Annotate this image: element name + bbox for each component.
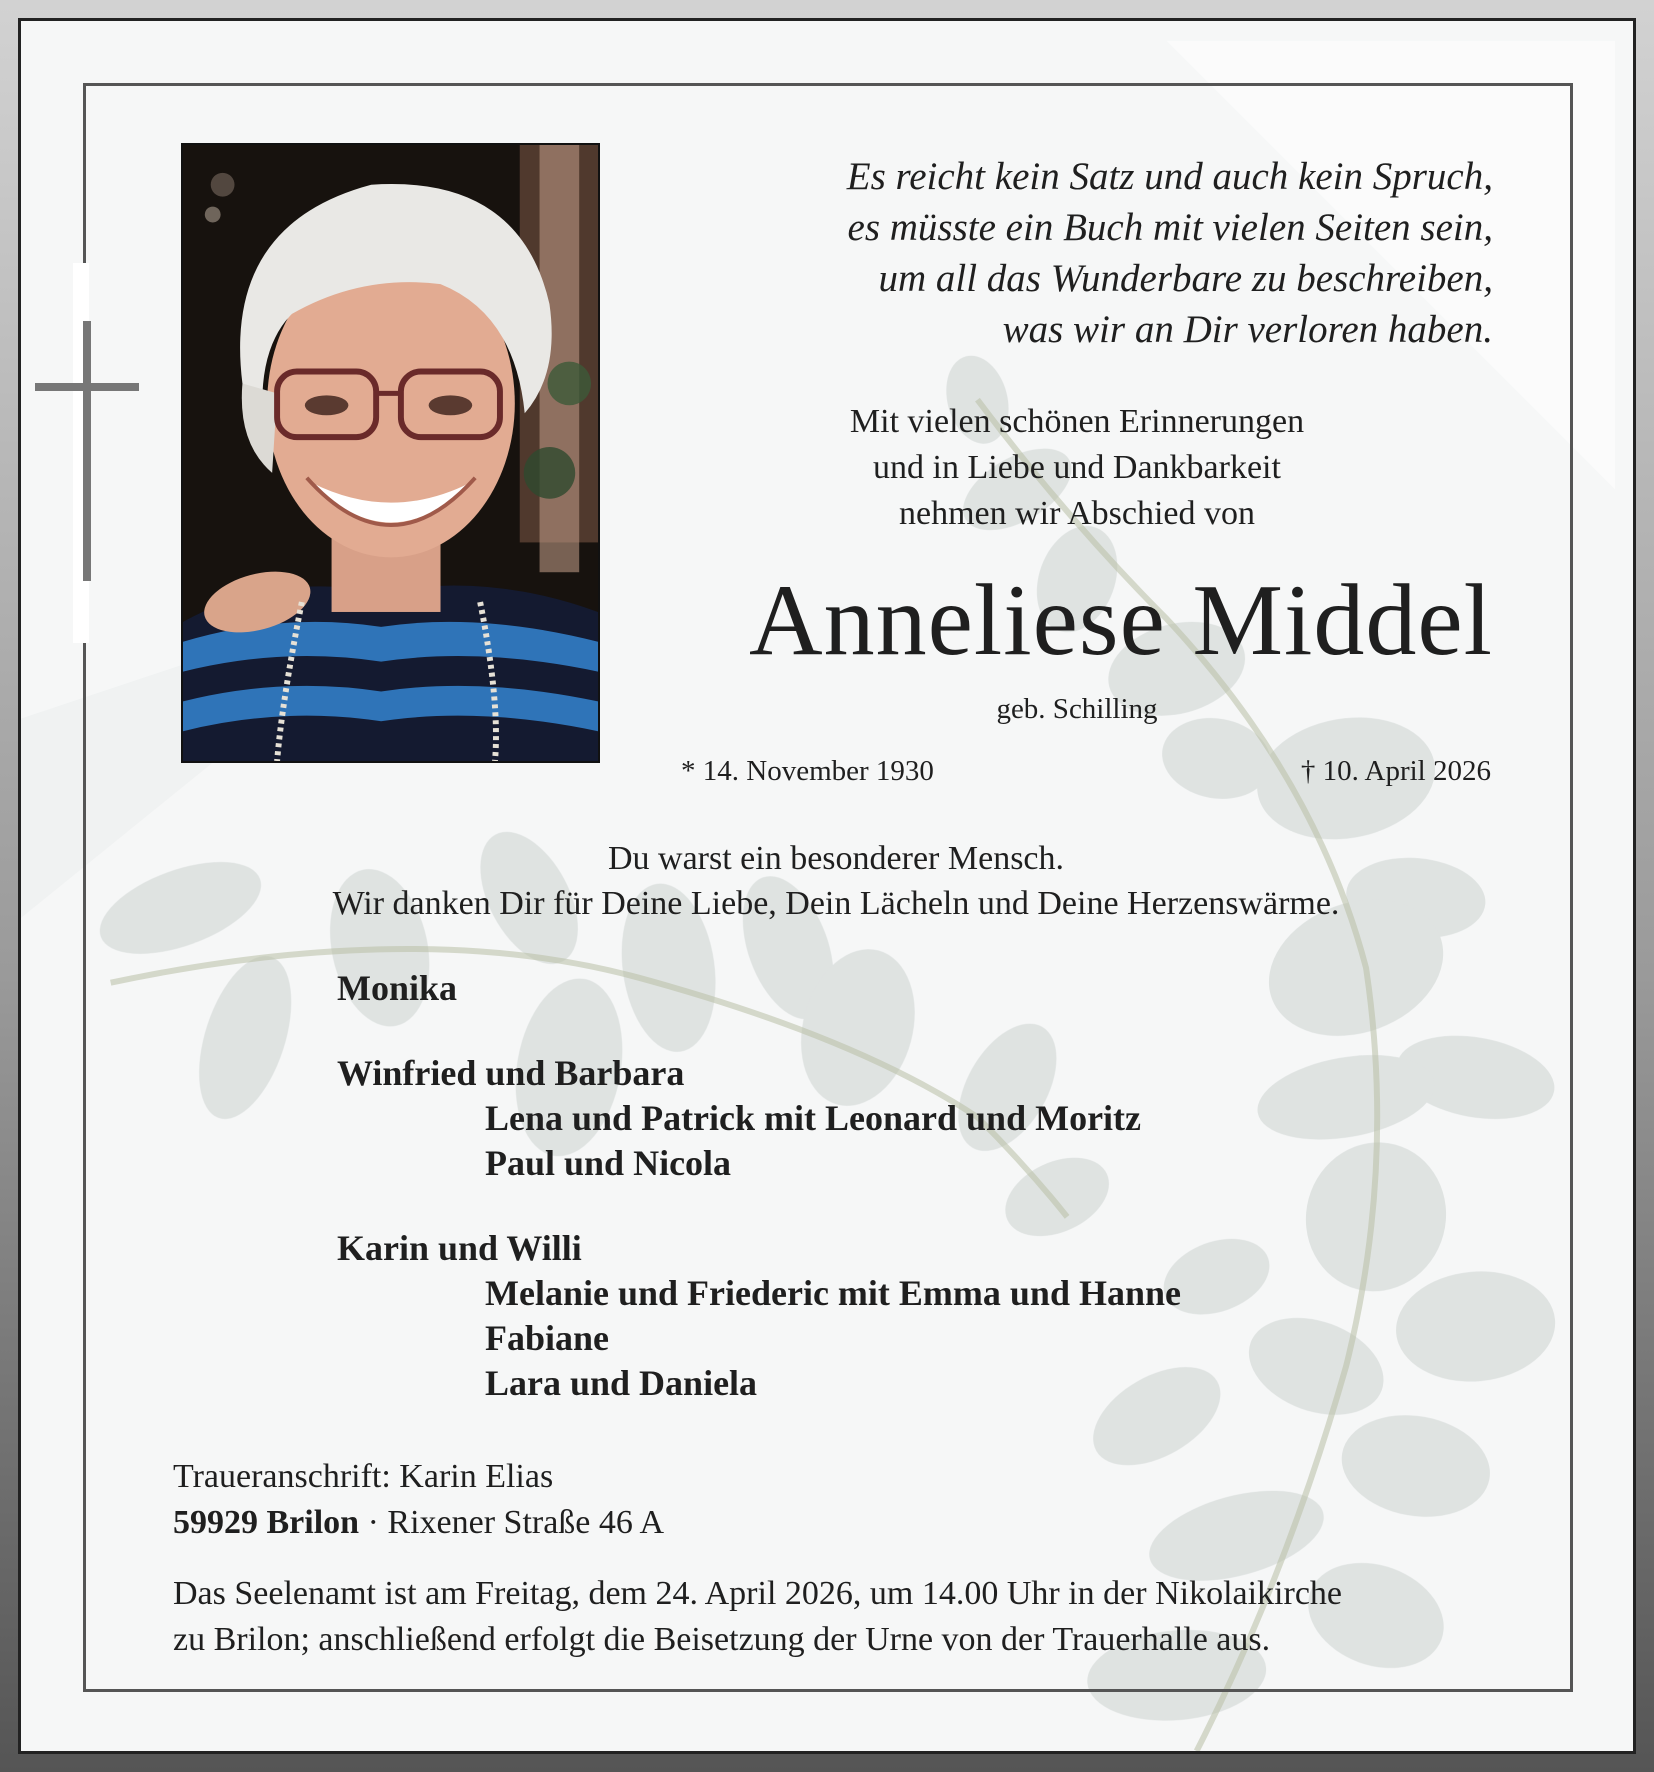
verse-line: was wir an Dir verloren haben. xyxy=(1002,308,1493,351)
cross-icon xyxy=(35,321,139,581)
memorial-line: Wir danken Dir für Deine Liebe, Dein Lächeln und Deine Herzenswärme. xyxy=(332,885,1340,922)
obituary-sheet xyxy=(18,18,1636,1754)
service-notice xyxy=(173,1571,1553,1663)
address-label: Traueranschrift: Karin Elias xyxy=(173,1458,554,1495)
family-member: Monika xyxy=(337,968,458,1008)
memorial-line: Du warst ein besonderer Mensch. xyxy=(607,840,1065,877)
opening-verse xyxy=(661,151,1493,355)
address-city: 59929 Brilon xyxy=(173,1504,360,1541)
family-member: Melanie und Friederic mit Emma und Hanne xyxy=(485,1273,1181,1313)
verse-line: es müsste ein Buch mit vielen Seiten sein, xyxy=(847,206,1493,249)
family-group-head: Karin und Willi xyxy=(337,1228,582,1268)
death-date: † 10. April 2026 xyxy=(1300,755,1491,787)
birth-name: geb. Schilling xyxy=(996,693,1158,725)
verse-line: um all das Wunderbare zu beschreiben, xyxy=(878,257,1493,300)
family-member: Lara und Daniela xyxy=(485,1363,758,1403)
address-street: · Rixener Straße 46 A xyxy=(367,1504,665,1541)
deceased-name: Anneliese Middel xyxy=(749,564,1493,677)
mourning-address xyxy=(173,1454,664,1546)
farewell-intro xyxy=(661,399,1493,537)
service-line: Das Seelenamt ist am Freitag, dem 24. April 2026, um 14.00 Uhr in der Nikolaikirche xyxy=(173,1575,1342,1612)
family-member: Fabiane xyxy=(485,1318,610,1358)
verse-line: Es reicht kein Satz und auch kein Spruch, xyxy=(846,155,1493,198)
intro-line: Mit vielen schönen Erinnerungen xyxy=(849,403,1305,440)
address-line xyxy=(173,1500,664,1546)
family-list xyxy=(337,966,1181,1406)
family-member: Lena und Patrick mit Leonard und Moritz xyxy=(485,1098,1142,1138)
portrait-photo xyxy=(181,143,600,763)
intro-line: nehmen wir Abschied von xyxy=(899,495,1255,532)
family-group-head: Winfried und Barbara xyxy=(337,1053,685,1093)
family-member: Paul und Nicola xyxy=(485,1143,732,1183)
birth-date: * 14. November 1930 xyxy=(681,755,934,787)
service-line: zu Brilon; anschließend erfolgt die Beisetzung der Urne von der Trauerhalle aus. xyxy=(173,1621,1271,1658)
memorial-text xyxy=(91,836,1581,926)
intro-line: und in Liebe und Dankbarkeit xyxy=(873,449,1281,486)
